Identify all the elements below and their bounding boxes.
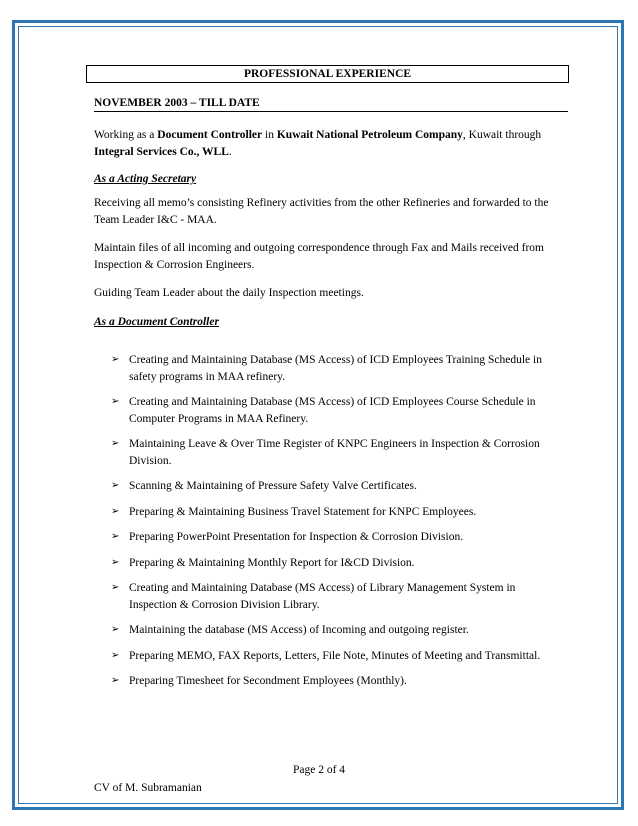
arrow-bullet-icon: ➢ [111,396,120,407]
list-item-text: Creating and Maintaining Database (MS Access) of ICD Employees Training Schedule in safety programs in MAA refinery. [129,354,542,383]
intro-text-3: , Kuwait through [462,129,542,141]
list-item-text: Maintaining Leave & Over Time Register of KNPC Engineers in Inspection & Corrosion Division. [129,438,540,467]
intro-role: Document Controller [157,129,263,141]
intro-text-4: . [228,146,232,158]
arrow-bullet-icon: ➢ [111,675,120,686]
list-item [111,436,566,469]
arrow-bullet-icon: ➢ [111,438,120,449]
list-item [111,529,566,546]
arrow-bullet-icon: ➢ [111,354,120,365]
arrow-bullet-icon: ➢ [111,649,120,661]
controller-duties-list [111,352,566,699]
list-item-text: Preparing & Maintaining Business Travel Statement for KNPC Employees. [129,505,477,518]
list-item [111,478,566,495]
controller-title: As a Document Controller [94,316,219,328]
list-item [111,622,566,639]
arrow-bullet-icon: ➢ [111,505,120,517]
secretary-title: As a Acting Secretary [94,173,197,185]
list-item-text: Creating and Maintaining Database (MS Access) of ICD Employees Course Schedule in Computer Programs in MAA Refinery. [129,396,536,425]
intro-company: Kuwait National Petroleum Company [276,129,463,141]
intro-text-1: Working as a [94,129,158,141]
arrow-bullet-icon: ➢ [111,531,120,542]
footer-cv-owner: CV of M. Subramanian [94,782,202,794]
intro-paragraph [94,127,568,161]
list-item [111,394,566,427]
arrow-bullet-icon: ➢ [111,624,120,635]
list-item-text: Scanning & Maintaining of Pressure Safety Valve Certificates. [129,480,417,492]
list-item-text: Preparing MEMO, FAX Reports, Letters, File Note, Minutes of Meeting and Transmittal. [129,649,541,662]
list-item-text: Preparing & Maintaining Monthly Report for I&CD Division. [129,556,415,569]
page-number: Page 2 of 4 [292,764,346,776]
intro-text-2: in [262,129,277,141]
list-item-text: Preparing PowerPoint Presentation for Inspection & Corrosion Division. [129,531,464,543]
list-item-text: Preparing Timesheet for Secondment Employees (Monthly). [129,675,407,687]
section-title: PROFESSIONAL EXPERIENCE [86,65,569,83]
intro-agency: Integral Services Co., WLL [94,146,229,158]
list-item-text: Creating and Maintaining Database (MS Access) of Library Management System in Inspection & Corrosion Division Library. [129,582,516,611]
arrow-bullet-icon: ➢ [111,556,120,568]
secretary-paragraph: Guiding Team Leader about the daily Inspection meetings. [94,287,364,299]
secretary-paragraph: Maintain files of all incoming and outgoing correspondence through Fax and Mails received from Inspection & Corrosion Engineers. [94,242,544,271]
secretary-paragraph: Receiving all memo’s consisting Refinery activities from the other Refineries and forwarded to the Team Leader I&C - MAA. [94,197,549,226]
date-heading: NOVEMBER 2003 – TILL DATE [94,95,568,112]
arrow-bullet-icon: ➢ [111,582,120,593]
list-item [111,555,566,572]
arrow-bullet-icon: ➢ [111,480,120,491]
list-item [111,648,566,665]
list-item [111,580,566,613]
list-item [111,352,566,385]
list-item-text: Maintaining the database (MS Access) of Incoming and outgoing register. [129,624,469,636]
list-item [111,673,566,690]
list-item [111,504,566,521]
